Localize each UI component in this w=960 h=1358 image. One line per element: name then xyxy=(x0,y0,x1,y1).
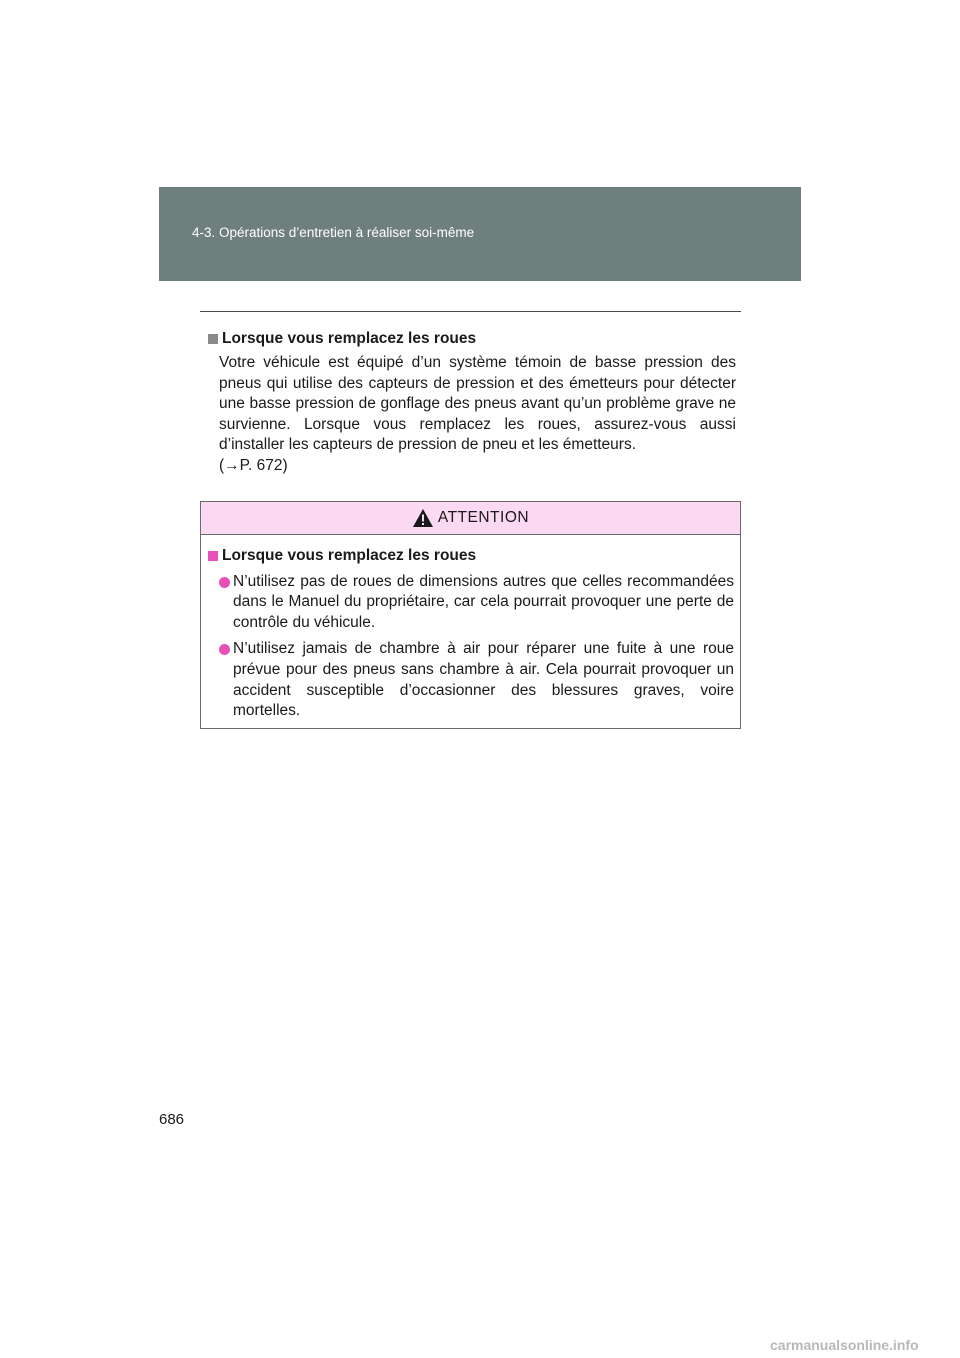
warning-heading xyxy=(208,546,734,567)
section-heading-text: Lorsque vous remplacez les roues xyxy=(222,330,477,347)
square-bullet-icon xyxy=(208,334,218,344)
info-section xyxy=(208,328,736,477)
section-divider xyxy=(200,311,741,312)
page-number: 686 xyxy=(159,1111,185,1128)
section-heading xyxy=(208,328,736,349)
warning-content xyxy=(201,535,740,722)
warning-item xyxy=(208,572,734,634)
warning-heading-text: Lorsque vous remplacez les roues xyxy=(222,547,477,564)
warning-item xyxy=(208,639,734,721)
warning-title: ATTENTION xyxy=(437,509,530,526)
circle-bullet-icon xyxy=(219,644,230,655)
warning-item-text: N’utilisez pas de roues de dimensions autres que celles recommandées dans le Manuel du propriétaire, car cela pourrait provoquer une perte de contrôle du véhicule. xyxy=(233,572,734,631)
section-body: Votre véhicule est équipé d’un système témoin de basse pression des pneus qui utilise des capteurs de pression et des émetteurs pour détecter une basse pression de gonflage des pneus avant qu’un problème grave ne survienne. Lorsque vous remplacez les roues, assurez-vous aussi d’installer les capteurs de pression de pneu et les émetteurs. xyxy=(219,354,736,454)
warning-item-text: N’utilisez jamais de chambre à air pour réparer une fuite à une roue prévue pour des pneus sans chambre à air. Cela pourrait provoquer un accident susceptible d’occasionner des blessures graves, voire mortelles. xyxy=(233,640,734,720)
circle-bullet-icon xyxy=(219,577,230,588)
watermark-logo: carmanualsonline.info xyxy=(770,1337,919,1353)
chapter-header-band xyxy=(159,187,801,281)
square-bullet-icon xyxy=(208,551,218,561)
warning-header xyxy=(201,502,740,535)
page-reference: (→P. 672) xyxy=(219,456,288,474)
warning-box xyxy=(200,501,741,729)
chapter-section-title: 4-3. Opérations d’entretien à réaliser soi-même xyxy=(192,225,475,240)
warning-triangle-icon xyxy=(412,508,434,528)
